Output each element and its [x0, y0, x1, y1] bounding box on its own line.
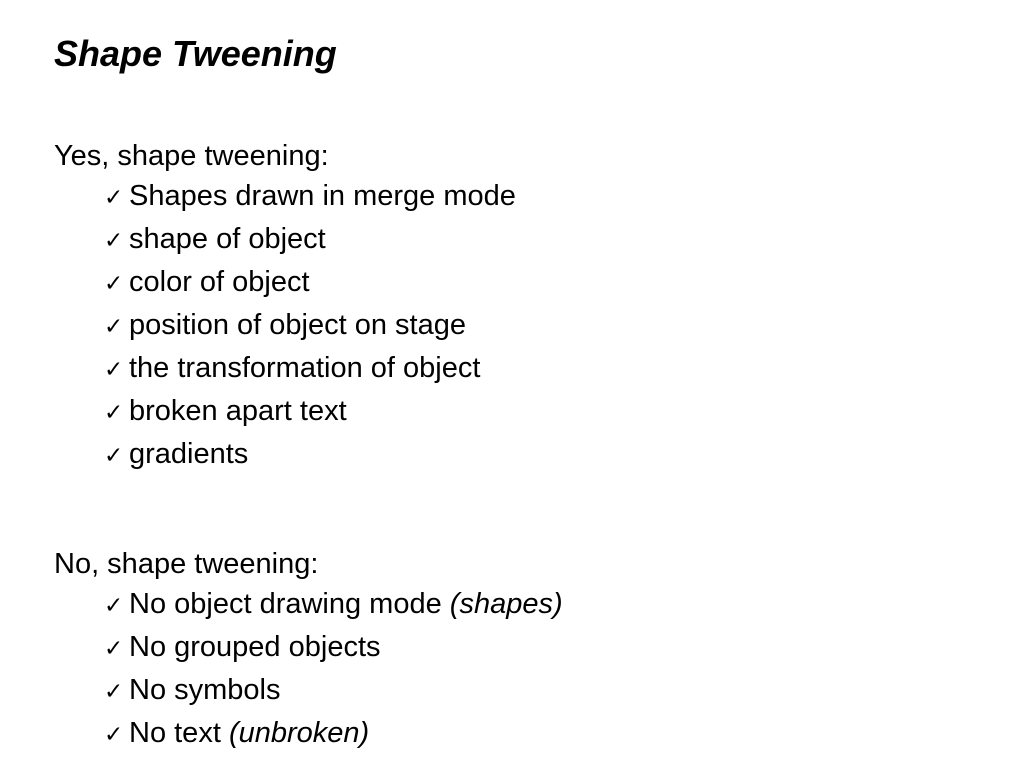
- no-checklist: [54, 584, 563, 756]
- checklist-item: [104, 348, 516, 391]
- no-section-heading: No, shape tweening:: [54, 548, 319, 580]
- yes-section-heading: Yes, shape tweening:: [54, 140, 329, 172]
- no-section: [54, 544, 563, 756]
- yes-section: [54, 136, 516, 477]
- checkmark-icon: ✓: [104, 443, 124, 469]
- checklist-item: [104, 627, 563, 670]
- checkmark-icon: ✓: [104, 314, 124, 340]
- checklist-item-text: the transformation of object: [129, 352, 481, 384]
- item-main-text: No object drawing mode: [129, 588, 450, 620]
- checkmark-icon: ✓: [104, 679, 124, 705]
- item-main-text: No text: [129, 717, 229, 749]
- checkmark-icon: ✓: [104, 271, 124, 297]
- checkmark-icon: ✓: [104, 228, 124, 254]
- checkmark-icon: ✓: [104, 593, 124, 619]
- checkmark-icon: ✓: [104, 722, 124, 748]
- checklist-item: [104, 584, 563, 627]
- checkmark-icon: ✓: [104, 636, 124, 662]
- checklist-item-text: No symbols: [129, 674, 281, 706]
- checklist-item-text: [129, 713, 369, 754]
- checkmark-icon: ✓: [104, 400, 124, 426]
- checklist-item-text: position of object on stage: [129, 309, 466, 341]
- checklist-item: [104, 262, 516, 305]
- checklist-item-text: gradients: [129, 438, 249, 470]
- checklist-item-text: broken apart text: [129, 395, 347, 427]
- slide-title: Shape Tweening: [54, 33, 337, 74]
- checklist-item-text: Shapes drawn in merge mode: [129, 180, 516, 212]
- checklist-item: [104, 434, 516, 477]
- checklist-item: [104, 219, 516, 262]
- yes-checklist: [54, 176, 516, 477]
- item-note: (unbroken): [228, 717, 370, 749]
- checklist-item: [104, 391, 516, 434]
- checklist-item-text: shape of object: [129, 223, 326, 255]
- checklist-item: [104, 305, 516, 348]
- checklist-item: [104, 176, 516, 219]
- checklist-item-text: [129, 584, 563, 625]
- checklist-item-text: No grouped objects: [129, 631, 381, 663]
- checklist-item-text: color of object: [129, 266, 310, 298]
- checklist-item: [104, 670, 563, 713]
- checkmark-icon: ✓: [104, 185, 124, 211]
- checklist-item: [104, 713, 563, 756]
- item-note: (shapes): [449, 588, 563, 620]
- checkmark-icon: ✓: [104, 357, 124, 383]
